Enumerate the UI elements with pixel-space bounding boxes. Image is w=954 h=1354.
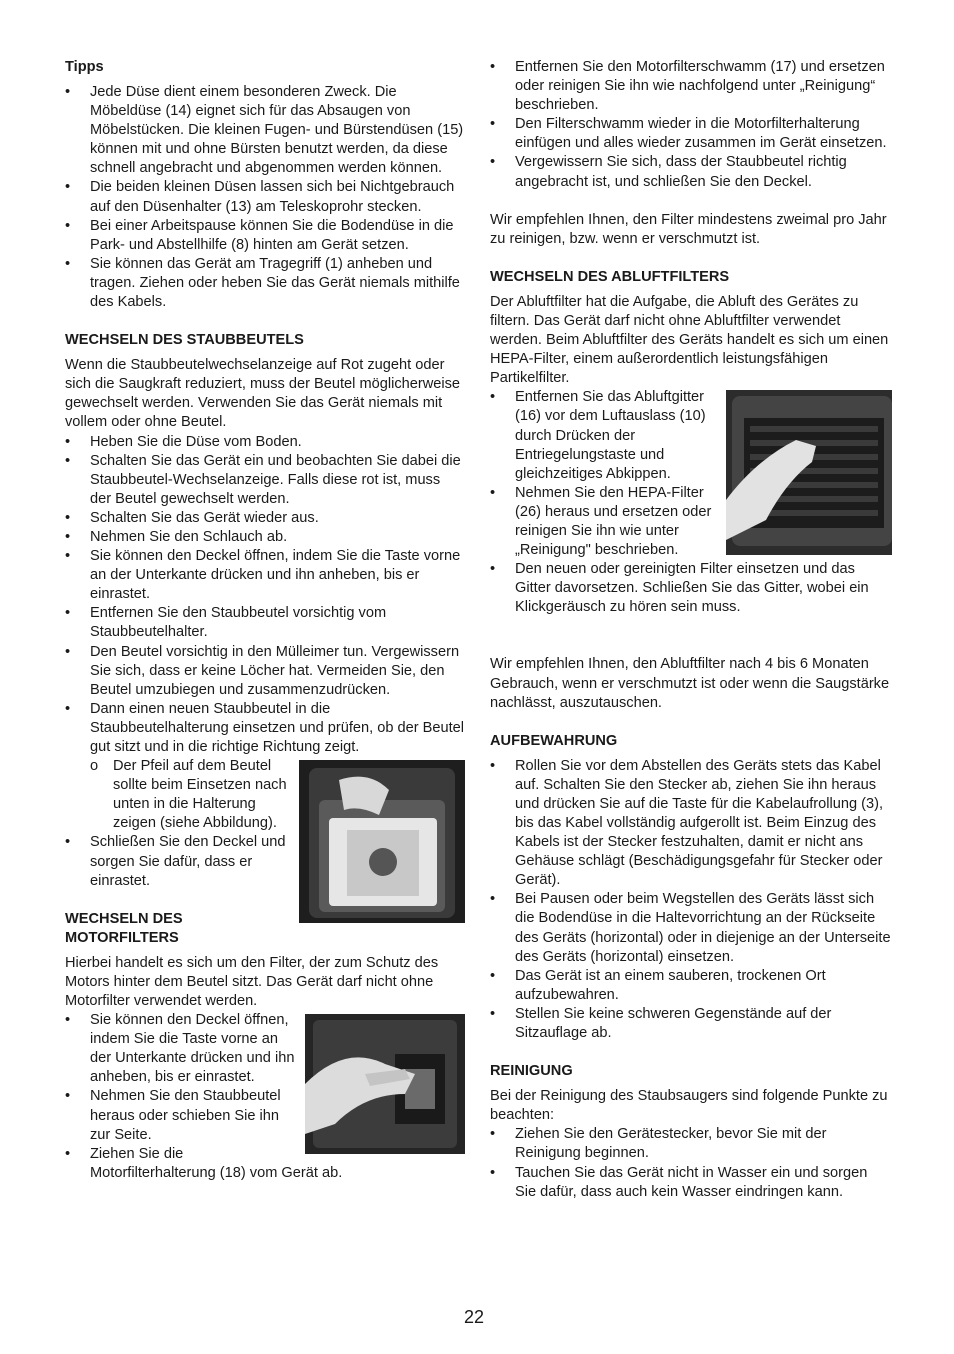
list-item: • Entfernen Sie den Motorfilterschwamm (17) und ersetzen oder reinigen Sie ihn wie nachfolgend unter „Reinigung“ beschrieben. — [490, 58, 892, 115]
cleaning-list — [490, 1125, 892, 1201]
list-item: • Den Filterschwamm wieder in die Motorfilterhalterung einfügen und alles wieder zusammen im Gerät einsetzen. — [490, 115, 892, 153]
cleaning-heading: REINIGUNG — [490, 1063, 573, 1080]
list-item: • Entfernen Sie den Staubbeutel vorsichtig vom Staubbeutelhalter. — [65, 604, 465, 642]
list-item: • Den neuen oder gereinigten Filter einsetzen und das Gitter davorsetzen. Schließen Sie das Gitter, wobei ein Klickgeräusch zu hören sein muss. — [490, 560, 892, 617]
motorfilter-list-right — [490, 58, 892, 192]
list-item: • Stellen Sie keine schweren Gegenstände auf der Sitzauflage ab. — [490, 1005, 892, 1043]
exhaust-heading: WECHSELN DES ABLUFTFILTERS — [490, 268, 730, 285]
list-item: • Tauchen Sie das Gerät nicht in Wasser ein und sorgen Sie dafür, dass auch kein Wasser eindringen kann. — [490, 1164, 892, 1202]
list-item: • Sie können den Deckel öffnen, indem Sie die Taste vorne an der Unterkante drücken und ihn anheben, bis er einrastet. — [65, 547, 465, 604]
list-item: • Vergewissern Sie sich, dass der Staubbeutel richtig angebracht ist, und schließen Sie den Deckel. — [490, 153, 892, 191]
dustbag-heading: WECHSELN DES STAUBBEUTELS — [65, 332, 304, 349]
page-number: 22 — [464, 1307, 485, 1327]
exhaust-intro: Der Abluftfilter hat die Aufgabe, die Abluft des Gerätes zu filtern. Das Gerät darf nicht ohne Abluftfilter verwendet werden. Beim Abluftfilter des Geräts handelt es sich um einen HEPA-Filter, einem außerordentlich leistungsfähigen Partikelfilter. — [490, 293, 889, 387]
list-item: • Die beiden kleinen Düsen lassen sich bei Nichtgebrauch auf den Düsenhalter (13) am Teleskoprohr stecken. — [65, 178, 465, 216]
list-item: • Schalten Sie das Gerät ein und beobachten Sie dabei die Staubbeutel-Wechselanzeige. Falls diese rot ist, muss der Beutel gewechselt werden. — [65, 452, 465, 509]
list-item: • Den Beutel vorsichtig in den Mülleimer tun. Vergewissern Sie sich, dass er keine Löcher hat. Vermeiden Sie, den Beutel umzubiegen und zusammenzudrücken. — [65, 643, 465, 700]
list-item: • Ziehen Sie den Gerätestecker, bevor Sie mit der Reinigung beginnen. — [490, 1125, 892, 1163]
exhaust-list — [490, 388, 892, 617]
left-column — [65, 58, 465, 1183]
list-item: • Sie können das Gerät am Tragegriff (1) anheben und tragen. Ziehen oder heben Sie das Gerät niemals mithilfe des Kabels. — [65, 255, 465, 312]
motorfilter-note: Wir empfehlen Ihnen, den Filter mindestens zweimal pro Jahr zu reinigen, bzw. wenn er verschmutzt ist. — [490, 211, 887, 247]
list-item: • Schalten Sie das Gerät wieder aus. — [65, 509, 465, 528]
tips-heading: Tipps — [65, 59, 104, 75]
motorfilter-intro: Hierbei handelt es sich um den Filter, der zum Schutz des Motors hinter dem Beutel sitzt. Das Gerät darf nicht ohne Motorfilter verwendet werden. — [65, 954, 439, 1009]
storage-list — [490, 757, 892, 1043]
list-item: • Nehmen Sie den Schlauch ab. — [65, 528, 465, 547]
list-item: • Sie können den Deckel öffnen, indem Sie die Taste vorne an der Unterkante drücken und ihn anheben, bis er einrastet. — [65, 1011, 465, 1087]
cleaning-intro: Bei der Reinigung des Staubsaugers sind folgende Punkte zu beachten: — [490, 1088, 888, 1124]
list-item: • Rollen Sie vor dem Abstellen des Geräts stets das Kabel auf. Schalten Sie den Stecker ab, ziehen Sie ihn heraus und drücken Sie auf die Taste für die Kabelaufrollung (3), bis das Kabel vollständig aufgerollt ist. Beim Einzug des Kabels ist der Stecker festzuhalten, damit er nicht ans Gehäuse schlägt (Beschädigungsgefahr für Stecker oder Gerät). — [490, 757, 892, 891]
list-item: • Bei Pausen oder beim Wegstellen des Geräts lässt sich die Bodendüse in die Haltevorrichtung an der Rückseite des Geräts (horizontal) oder in diejenige an der Unterseite des Geräts (horizontal) einsetzen. — [490, 890, 892, 966]
storage-heading: AUFBEWAHRUNG — [490, 732, 618, 749]
list-item: • Nehmen Sie den HEPA-Filter (26) heraus und ersetzen oder reinigen Sie ihn wie unter „Reinigung" beschrieben. — [490, 484, 892, 560]
list-item: • Das Gerät ist an einem sauberen, trockenen Ort aufzubewahren. — [490, 967, 892, 1005]
exhaust-note: Wir empfehlen Ihnen, den Abluftfilter nach 4 bis 6 Monaten Gebrauch, wenn er verschmutzt ist oder wenn die Saugstärke nachlässt, auszutauschen. — [490, 656, 890, 711]
list-item: • Jede Düse dient einem besonderen Zweck. Die Möbeldüse (14) eignet sich für das Absaugen von Möbelstücken. Die kleinen Fugen- und Bürstendüsen (15) können mit und ohne Bürsten benutzt werden, da diese schnell angebracht und abgenommen werden können. — [65, 83, 465, 178]
list-item: • Bei einer Arbeitspause können Sie die Bodendüse in die Park- und Abstellhilfe (8) hinten am Gerät setzen. — [65, 217, 465, 255]
list-item: • Ziehen Sie die Motorfilterhalterung (18) vom Gerät ab. — [65, 1145, 465, 1183]
list-item: • Schließen Sie den Deckel und sorgen Sie dafür, dass er einrastet. — [65, 833, 465, 890]
dustbag-intro: Wenn die Staubbeutelwechselanzeige auf Rot zugeht oder sich die Saugkraft reduziert, muss der Beutel möglicherweise gewechselt werden. Verwenden Sie das Gerät niemals mit vollem oder ohne Beutel. — [65, 357, 461, 431]
list-item: • Dann einen neuen Staubbeutel in die Staubbeutelhalterung einsetzen und prüfen, ob der Beutel gut sitzt und in die richtige Richtung zeigt. — [65, 700, 465, 757]
motorfilter-heading: WECHSELN DES MOTORFILTERS — [65, 910, 183, 946]
list-item: • Nehmen Sie den Staubbeutel heraus oder schieben Sie ihn zur Seite. — [65, 1087, 465, 1144]
list-item: • Entfernen Sie das Abluftgitter (16) vor dem Luftauslass (10) durch Drücken der Entriegelungstaste und gleichzeitiges Abkippen. — [490, 388, 892, 483]
dustbag-list — [65, 433, 465, 758]
motorfilter-list-left — [65, 1011, 465, 1183]
tips-list — [65, 83, 465, 312]
right-column — [490, 58, 892, 1202]
list-item: • Heben Sie die Düse vom Boden. — [65, 433, 465, 452]
list-item: o Der Pfeil auf dem Beutel sollte beim Einsetzen nach unten in die Halterung zeigen (siehe Abbildung). — [65, 757, 465, 833]
dustbag-sublist — [65, 757, 465, 891]
